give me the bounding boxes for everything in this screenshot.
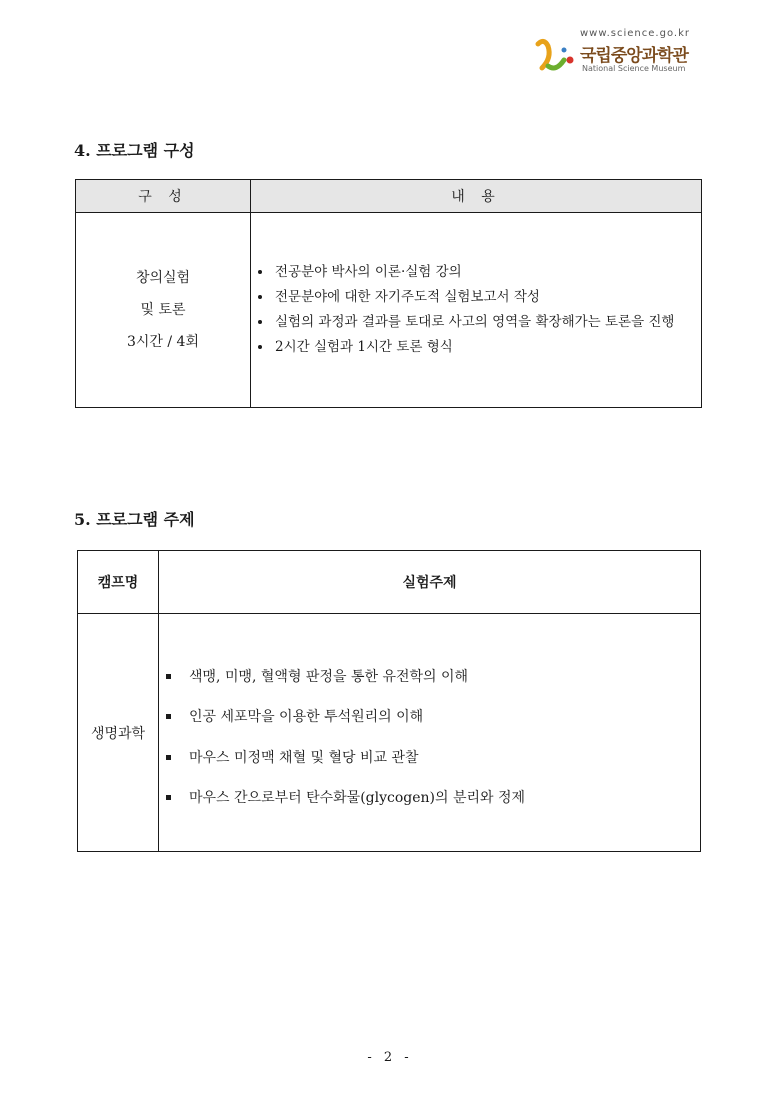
structure-line: 및 토론	[140, 302, 186, 318]
logo-name-en: National Science Museum	[582, 64, 686, 73]
museum-logo	[530, 28, 710, 78]
content-cell	[251, 213, 702, 408]
list-item: 마우스 간으로부터 탄수화물(glycogen)의 분리와 정제	[189, 788, 700, 808]
topic-cell	[159, 614, 701, 852]
table-header-row	[76, 180, 702, 213]
list-item: 마우스 미정맥 채혈 및 혈당 비교 관찰	[189, 748, 700, 768]
structure-line: 3시간 / 4회	[126, 334, 199, 350]
program-topic-table	[77, 550, 701, 852]
table-header-row	[78, 551, 701, 614]
list-item: • 실험의 과정과 결과를 토대로 사고의 영역을 확장해가는 토론을 진행	[273, 310, 695, 335]
topic-list	[159, 667, 700, 809]
structure-cell	[76, 213, 251, 408]
header-content: 내 용	[251, 180, 702, 213]
header-experiment-topic: 실험주제	[159, 551, 701, 614]
list-item: 인공 세포막을 이용한 투석원리의 이해	[189, 707, 700, 727]
content-list	[251, 260, 701, 360]
table-row	[78, 614, 701, 852]
logo-url: www.science.go.kr	[580, 28, 690, 39]
section-5-title: 5. 프로그램 주제	[74, 510, 195, 529]
program-structure-table	[75, 179, 702, 408]
page-number: - 2 -	[367, 1050, 413, 1065]
list-item: • 2시간 실험과 1시간 토론 형식	[273, 335, 695, 360]
list-item: • 전공분야 박사의 이론·실험 강의	[273, 260, 695, 285]
table-row	[76, 213, 702, 408]
section-4-title: 4. 프로그램 구성	[74, 141, 195, 160]
camp-name-cell: 생명과학	[78, 614, 159, 852]
header-camp-name: 캠프명	[78, 551, 159, 614]
list-item: • 전문분야에 대한 자기주도적 실험보고서 작성	[273, 285, 695, 310]
header-structure: 구 성	[76, 180, 251, 213]
logo-name-ko: 국립중앙과학관	[580, 46, 688, 66]
list-item: 색맹, 미맹, 혈액형 판정을 통한 유전학의 이해	[189, 667, 700, 687]
museum-logo-mark-icon	[534, 38, 578, 74]
structure-line: 창의실험	[135, 270, 191, 286]
